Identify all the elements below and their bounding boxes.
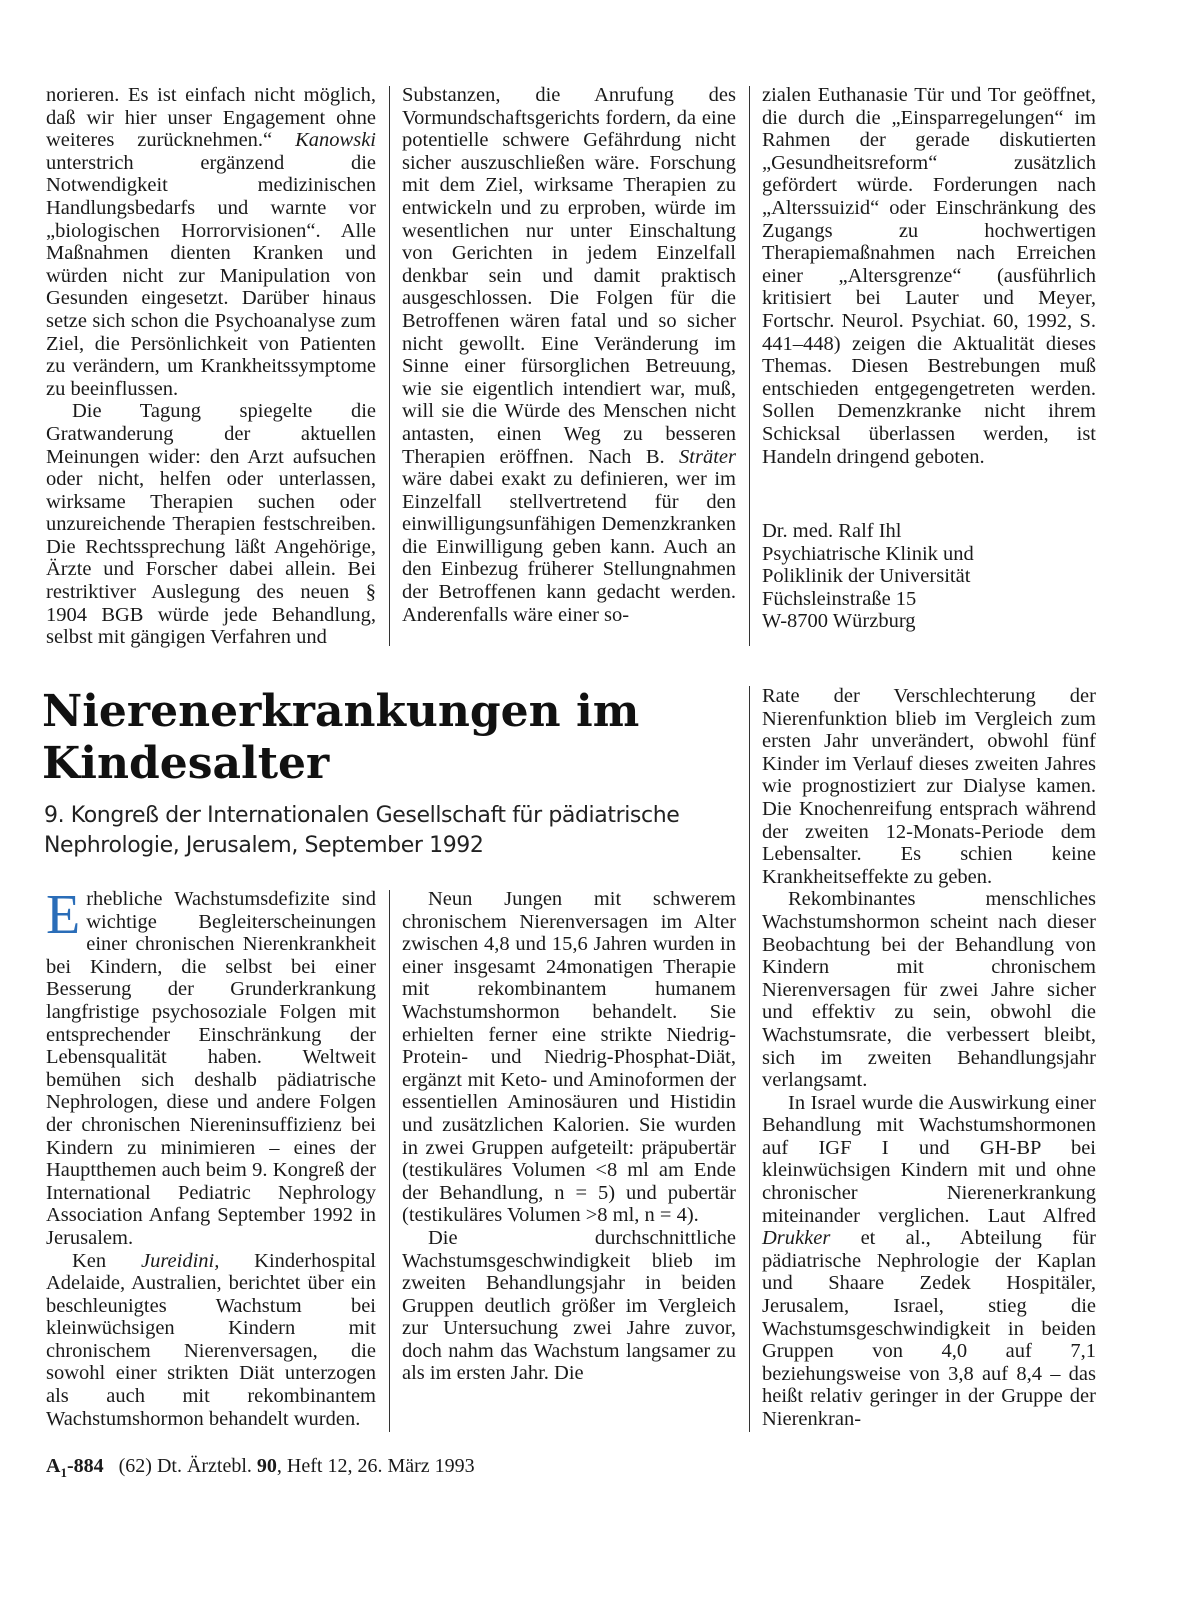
author-signature [762, 520, 1096, 633]
signature-line: Psychiatrische Klinik und [762, 542, 974, 565]
article-column-2 [402, 888, 736, 1385]
paragraph: Rekombinantes menschliches Wachstumshormon scheint nach dieser Beobachtung bei der Behandlung von Kindern mit chronischem Nierenversagen für zwei Jahre sicher und effektiv zu sein, obwohl die Wachstumsrate, die verbessert bleibt, sich im zweiten Behandlungsjahr verlangsamt. [762, 888, 1096, 1092]
drop-cap: E [46, 884, 81, 946]
column-divider [389, 890, 390, 1432]
top-column-3 [762, 84, 1096, 633]
column-divider [749, 686, 750, 1432]
signature-line: Dr. med. Ralf Ihl [762, 520, 902, 543]
paragraph: Ken Jureidini, Kinderhospital Adelaide, Australien, berichtet über ein beschleunigtes Wachstum bei kleinwüchsigen Kindern mit chronischem Nierenversagen, die sowohl einer strikten Diät unterzogen als auch mit rekombinantem Wachstumshormon behandelt wurden. [46, 1249, 377, 1430]
article-title: Nierenerkrankungen im Kindesalter [42, 686, 640, 789]
column-divider [389, 86, 390, 646]
paragraph: norieren. Es ist einfach nicht möglich, daß wir hier unser Engagement ohne weiteres zurücknehmen.“ Kanowski unterstrich ergänzend die Notwendigkeit medizinischen Handlungsbedarfs und warnte vor „biologischen Horrorvisionen“. Alle Maßnahmen dienten Kranken und würden nicht zur Manipulation von Gesunden eingesetzt. Darüber hinaus setze sich schon die Psychoanalyse zum Ziel, die Persönlichkeit von Patienten zu verändern, um Krankheitssymptome zu beeinflussen. [46, 84, 376, 400]
signature-line: W-8700 Würzburg [762, 610, 916, 633]
paragraph: Rate der Verschlechterung der Nierenfunktion blieb im Vergleich zum ersten Jahr unverändert, obwohl fünf Kinder im Verlauf dieses zweiten Jahres wie prognostiziert zur Dialyse kamen. Die Knochenreifung entsprach während der zweiten 12-Monats-Periode dem Lebensalter. Es schien keine Krankheitseffekte zu geben. [762, 685, 1096, 888]
column-divider [749, 86, 750, 646]
paragraph: zialen Euthanasie Tür und Tor geöffnet, die durch die „Einsparregelungen“ im Rahmen der gerade diskutierten „Gesundheitsreform“ zusätzlich gefördert würde. Forderungen nach „Alterssuizid“ oder Einschränkung des Zugangs zu hochwertigen Therapiemaßnahmen nach Erreichen einer „Altersgrenze“ (ausführlich kritisiert bei Lauter und Meyer, Fortschr. Neurol. Psychiat. 60, 1992, S. 441–448) zeigen die Aktualität dieses Themas. Diesen Bestrebungen muß entschieden entgegengetreten werden. Sollen Demenzkranke nicht ihrem Schicksal überlassen werden, ist Handeln dringend geboten. [762, 84, 1096, 468]
article-column-1 [46, 884, 377, 1430]
signature-line: Poliklinik der Universität [762, 565, 971, 588]
page-number: $A_1-884$ [46, 1455, 104, 1480]
page-footer [46, 1454, 746, 1485]
article-column-3 [762, 685, 1096, 1431]
paragraph: Die durchschnittliche Wachstumsgeschwindigkeit blieb im zweiten Behandlungsjahr in beiden Gruppen deutlich größer im Vergleich zur Untersuchung zwei Jahre zuvor, doch nahm das Wachstum langsamer zu als im ersten Jahr. Die [402, 1226, 736, 1385]
paragraph: Erhebliche Wachstumsdefizite sind wichtige Begleiterscheinungen einer chronischen Nierenkrankheit bei Kindern, die selbst bei einer Besserung der Grunderkrankung langfristige psychosoziale Folgen mit entsprechender Einschränkung der Lebensqualität haben. Weltweit bemühen sich deshalb pädiatrische Nephrologen, diese und andere Folgen der chronischen Niereninsuffizienz bei Kindern zu minimieren – eines der Hauptthemen auch beim 9. Kongreß der International Pediatric Nephrology Association Anfang September 1992 in Jerusalem. [46, 884, 376, 1249]
signature-line: Füchsleinstraße 15 [762, 587, 917, 610]
top-column-1 [46, 84, 376, 649]
journal-citation: (62) Dt. Ärztebl. 90, Heft 12, 26. März 1993 [118, 1455, 475, 1477]
paragraph: Neun Jungen mit schwerem chronischem Nierenversagen im Alter zwischen 4,8 und 15,6 Jahren wurden in einer insgesamt 24monatigen Therapie mit rekombinantem humanem Wachstumshormon behandelt. Sie erhielten ferner eine strikte Niedrig-Protein- und Niedrig-Phosphat-Diät, ergänzt mit Keto- und Aminoformen der essentiellen Aminosäuren und Histidin und zusätzlichen Kalorien. Sie wurden in zwei Gruppen aufgeteilt: präpubertär (testikuläres Volumen <8 ml am Ende der Behandlung, n = 5) und pubertär (testikuläres Volumen >8 ml, n = 4). [402, 888, 736, 1227]
article-subtitle: 9. Kongreß der Internationalen Gesellschaft für pädiatrische Nephrologie, Jerusalem, September 1992 [44, 803, 680, 858]
paragraph: Die Tagung spiegelte die Gratwanderung der aktuellen Meinungen wider: den Arzt aufsuchen oder nicht, helfen oder unterlassen, wirksame Therapien suchen oder unzureichende Therapien festschreiben. Die Rechtssprechung läßt Angehörige, Ärzte und Forscher dabei allein. Bei restriktiver Auslegung des neuen § 1904 BGB würde jede Behandlung, selbst mit gängigen Verfahren und [46, 400, 376, 649]
top-column-2 [402, 84, 736, 626]
paragraph: Substanzen, die Anrufung des Vormundschaftsgerichts fordern, da eine potentielle schwere Gefährdung nicht sicher auszuschließen wäre. Forschung mit dem Ziel, wirksame Therapien zu entwickeln und zu erproben, würde im wesentlichen nur unter Einschaltung von Gerichten in jedem Einzelfall denkbar sein und damit praktisch ausgeschlossen. Die Folgen für die Betroffenen wären fatal und so sicher nicht gewollt. Eine Veränderung im Sinne einer fürsorglichen Betreuung, wie sie eigentlich intendiert war, muß, will sie die Würde des Menschen nicht antasten, einen Weg zu besseren Therapien eröffnen. Nach B. Sträter wäre dabei exakt zu definieren, wer im Einzelfall stellvertretend für den einwilligungsunfähigen Demenzkranken die Einwilligung geben kann. Auch an den Einbezug früherer Stellungnahmen der Betroffenen kann gedacht werden. Anderenfalls wäre einer so- [402, 84, 736, 626]
paragraph: In Israel wurde die Auswirkung einer Behandlung mit Wachstumshormonen auf IGF I und GH-BP bei kleinwüchsigen Kindern mit und ohne chronischer Nierenerkrankung miteinander verglichen. Laut Alfred Drukker et al., Abteilung für pädiatrische Nephrologie der Kaplan und Shaare Zedek Hospitäler, Jerusalem, Israel, stieg die Wachstumsgeschwindigkeit in beiden Gruppen von 4,0 auf 7,1 beziehungsweise von 3,8 auf 8,4 – das heißt relativ geringer in der Gruppe der Nierenkran- [762, 1091, 1096, 1430]
